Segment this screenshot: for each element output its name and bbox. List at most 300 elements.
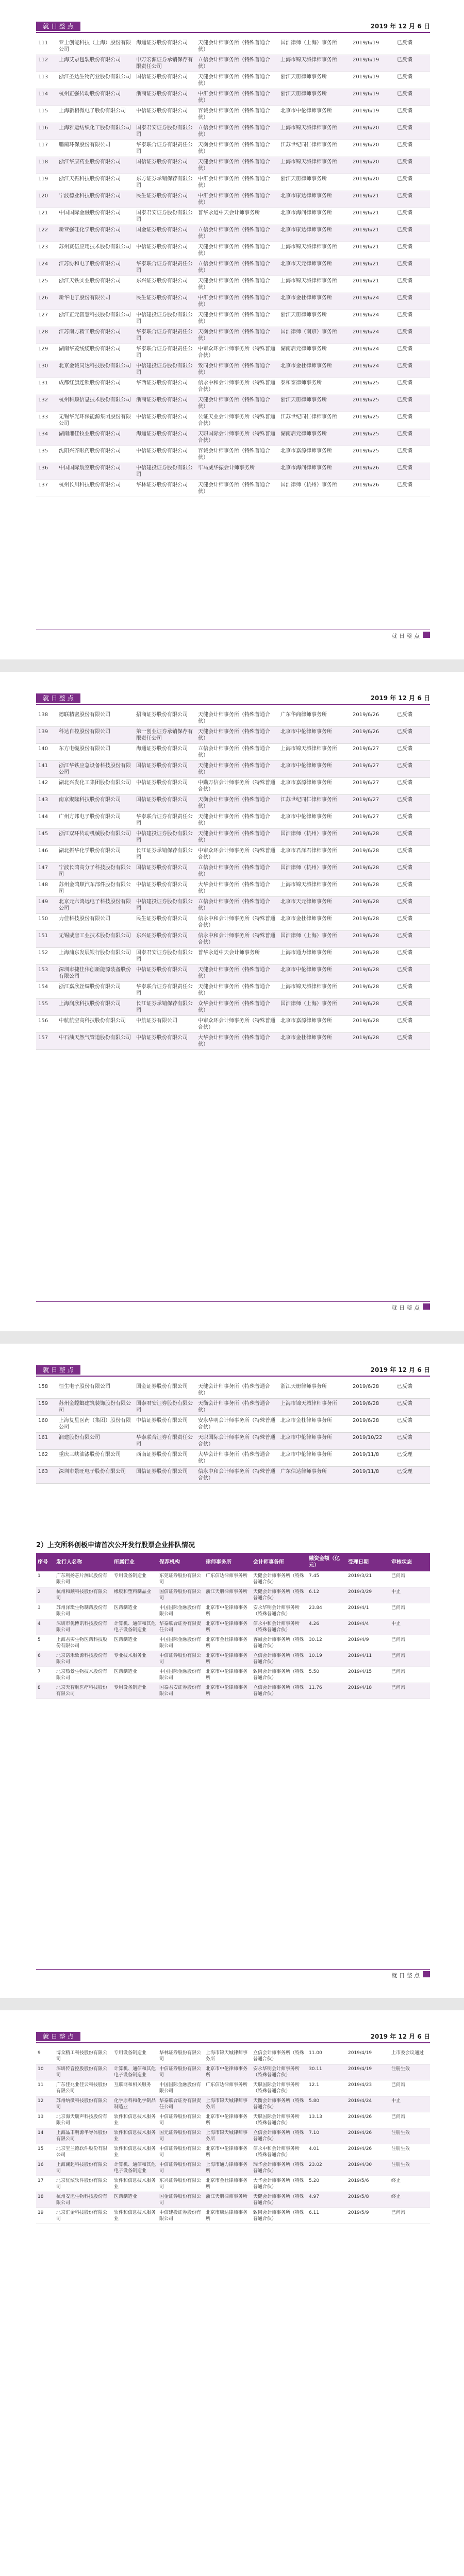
cell-financing-amount: 4.26 xyxy=(307,1619,346,1635)
cell-sponsor: 国泰君安证券股份有限公司 xyxy=(134,208,196,225)
cell-issuer-name: 北京元六鸿远电子科技股份有限公司 xyxy=(57,897,134,914)
cell-row-number: 157 xyxy=(36,1033,57,1050)
table-row xyxy=(36,191,430,208)
cell-row-number: 151 xyxy=(36,931,57,948)
cell-sponsor: 华泰联合证券有限责任公司 xyxy=(134,982,196,999)
cell-issuer-name: 恒生电子股份有限公司 xyxy=(57,1382,134,1399)
cell-law-firm: 北京市天元律师事务所 xyxy=(278,897,351,914)
cell-review-status: 已反馈 xyxy=(395,795,430,812)
table-row xyxy=(36,965,430,982)
cell-accounting-firm: 天健会计师事务所（特殊普通合伙） xyxy=(196,761,278,778)
cell-issuer-name: 北京天智航医疗科技股份有限公司 xyxy=(55,1683,112,1699)
cell-accounting-firm: 天健会计师事务所（特殊普通合伙） xyxy=(196,727,278,744)
cell-accounting-firm: 天衡会计师事务所（特殊普通合伙） xyxy=(196,1399,278,1416)
cell-sponsor: 西南证券股份有限公司 xyxy=(134,1450,196,1467)
cell-accounting-firm: 立信会计师事务所（特殊普通合伙） xyxy=(196,225,278,242)
header-rule xyxy=(36,32,430,33)
cell-issuer-name: 无锡威唐工业技术股份有限公司 xyxy=(57,931,134,948)
cell-accounting-firm: 致同会计师事务所（特殊普通合伙） xyxy=(252,1667,307,1683)
cell-accept-date: 2019/6/27 xyxy=(351,744,395,761)
cell-law-firm: 江苏世纪同仁律师事务所 xyxy=(278,412,351,429)
cell-row-number: 4 xyxy=(36,1619,55,1635)
header-review-status: 审核状态 xyxy=(390,1553,430,1571)
cell-sponsor: 华泰联合证券有限责任公司 xyxy=(134,259,196,276)
table-row xyxy=(36,106,430,123)
cell-accept-date: 2019/6/20 xyxy=(351,123,395,140)
table-row xyxy=(36,429,430,446)
cell-accept-date: 2019/6/28 xyxy=(351,999,395,1016)
cell-issuer-name: 上海君实生物医药科技股份有限公司 xyxy=(55,1635,112,1651)
cell-row-number: 146 xyxy=(36,846,57,863)
cell-row-number: 142 xyxy=(36,778,57,795)
cell-sponsor: 国信证券股份有限公司 xyxy=(134,72,196,89)
cell-law-firm: 北京市金杜律师事务所 xyxy=(204,2176,252,2192)
cell-industry: 医药制造业 xyxy=(112,1603,158,1619)
table-row xyxy=(36,157,430,174)
cell-issuer-name: 浙江正元智慧科技股份有限公司 xyxy=(57,310,134,327)
cell-sponsor: 东方证券承销保荐有限公司 xyxy=(134,174,196,191)
cell-review-status: 已问询 xyxy=(390,2112,430,2128)
cell-industry: 软件和信息技术服务业 xyxy=(112,2208,158,2224)
cell-accept-date: 2019/6/28 xyxy=(351,1033,395,1050)
cell-accept-date: 2019/4/30 xyxy=(346,2160,390,2176)
cell-review-status: 已反馈 xyxy=(395,293,430,310)
cell-law-firm: 北京市海问律师事务所 xyxy=(278,463,351,480)
cell-financing-amount: 12.1 xyxy=(307,2080,346,2096)
cell-review-status: 已反馈 xyxy=(395,140,430,157)
cell-sponsor: 中信建投证券股份有限公司 xyxy=(158,2208,204,2224)
header-row-number: 序号 xyxy=(36,1553,55,1571)
cell-financing-amount: 23.02 xyxy=(307,2160,346,2176)
cell-row-number: 155 xyxy=(36,999,57,1016)
cell-issuer-name: 宁波长鸿高分子科技股份有限公司 xyxy=(57,863,134,880)
cell-row-number: 128 xyxy=(36,327,57,344)
cell-industry: 专业技术服务业 xyxy=(112,1651,158,1667)
table-row xyxy=(36,2064,430,2080)
cell-sponsor: 中国国际金融股份有限公司 xyxy=(158,2080,204,2096)
page-header xyxy=(36,693,430,704)
cell-accept-date: 2019/4/11 xyxy=(346,1651,390,1667)
table-row xyxy=(36,2176,430,2192)
cell-review-status: 已反馈 xyxy=(395,89,430,106)
cell-review-status: 已受理 xyxy=(395,1467,430,1484)
cell-accounting-firm: 天健会计师事务所（特殊普通合伙） xyxy=(252,1587,307,1603)
cell-accept-date: 2019/4/4 xyxy=(346,1619,390,1635)
cell-accounting-firm: 中汇会计师事务所（特殊普通合伙） xyxy=(196,191,278,208)
cell-row-number: 147 xyxy=(36,863,57,880)
cell-sponsor: 民生证券股份有限公司 xyxy=(134,191,196,208)
cell-row-number: 11 xyxy=(36,2080,55,2096)
cell-review-status: 已反馈 xyxy=(395,72,430,89)
cell-review-status: 已反馈 xyxy=(395,761,430,778)
cell-issuer-name: 润建股份有限公司 xyxy=(57,1433,134,1450)
cell-issuer-name: 浙江华康药业股份有限公司 xyxy=(57,157,134,174)
cell-row-number: 131 xyxy=(36,378,57,395)
cell-law-firm: 上海市锦天城律师事务所 xyxy=(278,1399,351,1416)
cell-review-status: 已反馈 xyxy=(395,225,430,242)
cell-sponsor: 国泰君安证券股份有限公司 xyxy=(134,1399,196,1416)
cell-law-firm: 北京市中伦律师事务所 xyxy=(204,1651,252,1667)
cell-row-number: 116 xyxy=(36,123,57,140)
cell-issuer-name: 杭州安旭生物科技股份有限公司 xyxy=(55,2192,112,2208)
cell-review-status: 已受理 xyxy=(395,1450,430,1467)
header-date: 2019 年 12 月 6 日 xyxy=(370,23,430,30)
cell-accept-date: 2019/6/24 xyxy=(351,310,395,327)
table-row xyxy=(36,778,430,795)
cell-row-number: 14 xyxy=(36,2128,55,2144)
table-row xyxy=(36,395,430,412)
cell-sponsor: 中信建投证券股份有限公司 xyxy=(134,897,196,914)
cell-issuer-name: 中国国际金融股份有限公司 xyxy=(57,208,134,225)
cell-accept-date: 2019/6/28 xyxy=(351,931,395,948)
header-accept-date: 受理日期 xyxy=(346,1553,390,1571)
cell-sponsor: 中信证券股份有限公司 xyxy=(134,965,196,982)
cell-law-firm: 国浩律师（杭州）事务所 xyxy=(278,829,351,846)
cell-sponsor: 国金证券股份有限公司 xyxy=(134,225,196,242)
cell-law-firm: 北京市海问律师事务所 xyxy=(278,208,351,225)
cell-law-firm: 国浩律师（上海）事务所 xyxy=(278,999,351,1016)
cell-law-firm: 广东信达律师事务所 xyxy=(278,1467,351,1484)
cell-financing-amount: 7.10 xyxy=(307,2128,346,2144)
cell-financing-amount: 30.12 xyxy=(307,1635,346,1651)
cell-row-number: 140 xyxy=(36,744,57,761)
cell-law-firm: 浙江天册律师事务所 xyxy=(278,89,351,106)
cell-financing-amount: 23.84 xyxy=(307,1603,346,1619)
page-1 xyxy=(0,0,464,659)
header-law-firm: 律师事务所 xyxy=(204,1553,252,1571)
cell-law-firm: 泰和泰律师事务所 xyxy=(278,378,351,395)
cell-sponsor: 中信证券股份有限公司 xyxy=(134,242,196,259)
cell-review-status: 已反馈 xyxy=(395,965,430,982)
cell-row-number: 162 xyxy=(36,1450,57,1467)
cell-sponsor: 中信证券股份有限公司 xyxy=(158,2160,204,2176)
cell-accounting-firm: 立信会计师事务所（特殊普通合伙） xyxy=(196,259,278,276)
cell-industry: 专用设备制造业 xyxy=(112,1571,158,1587)
header-rule xyxy=(36,704,430,705)
cell-law-firm: 国浩律师（上海）事务所 xyxy=(278,38,351,55)
cell-review-status: 已反馈 xyxy=(395,446,430,463)
cell-accounting-firm: 立信会计师事务所（特殊普通合伙） xyxy=(252,1651,307,1667)
cell-accounting-firm: 信永中和会计师事务所（特殊普通合伙） xyxy=(252,2144,307,2160)
cell-sponsor: 国信证券股份有限公司 xyxy=(134,863,196,880)
cell-accept-date: 2019/6/24 xyxy=(351,361,395,378)
cell-accounting-firm: 天健会计师事务所（特殊普通合伙） xyxy=(196,276,278,293)
table-row xyxy=(36,242,430,259)
cell-review-status: 已反馈 xyxy=(395,361,430,378)
page-3 xyxy=(0,1344,464,1998)
cell-sponsor: 中信证券股份有限公司 xyxy=(134,1416,196,1433)
cell-accounting-firm: 天健会计师事务所（特殊普通合伙） xyxy=(196,1382,278,1399)
cell-accept-date: 2019/4/18 xyxy=(346,1683,390,1699)
table-row xyxy=(36,2096,430,2112)
cell-sponsor: 华林证券股份有限公司 xyxy=(134,480,196,497)
cell-accounting-firm: 大华会计师事务所（特殊普通合伙） xyxy=(196,1033,278,1050)
cell-issuer-name: 中航航空高科技股份有限公司 xyxy=(57,1016,134,1033)
table-row xyxy=(36,2160,430,2176)
cell-review-status: 已反馈 xyxy=(395,429,430,446)
cell-row-number: 122 xyxy=(36,225,57,242)
cell-row-number: 133 xyxy=(36,412,57,429)
page-footer xyxy=(36,630,430,640)
cell-law-firm: 北京市中伦律师事务所 xyxy=(278,727,351,744)
cell-issuer-name: 无锡华光环保能源集团股份有限公司 xyxy=(57,412,134,429)
cell-sponsor: 浙商证券股份有限公司 xyxy=(134,89,196,106)
cell-row-number: 139 xyxy=(36,727,57,744)
cell-review-status: 已反馈 xyxy=(395,378,430,395)
table-row xyxy=(36,72,430,89)
cell-row-number: 6 xyxy=(36,1651,55,1667)
cell-review-status: 已反馈 xyxy=(395,880,430,897)
cell-review-status: 已反馈 xyxy=(395,242,430,259)
cell-financing-amount: 6.11 xyxy=(307,2208,346,2224)
header-date: 2019 年 12 月 6 日 xyxy=(370,694,430,702)
cell-issuer-name: 苏州纳微科技股份有限公司 xyxy=(55,2096,112,2112)
table-row xyxy=(36,1587,430,1603)
cell-row-number: 152 xyxy=(36,948,57,965)
cell-accounting-firm: 天健会计师事务所（特殊普通合伙） xyxy=(196,38,278,55)
header-rule xyxy=(36,2042,430,2043)
cell-issuer-name: 重庆三峡油漆股份有限公司 xyxy=(57,1450,134,1467)
cell-row-number: 124 xyxy=(36,259,57,276)
cell-sponsor: 华泰联合证券有限责任公司 xyxy=(134,344,196,361)
cell-law-firm: 北京市金杜律师事务所 xyxy=(278,1033,351,1050)
cell-row-number: 154 xyxy=(36,982,57,999)
cell-review-status: 上市委会议通过 xyxy=(390,2048,430,2064)
cell-accounting-firm: 安永华明会计师事务所（特殊普通合伙） xyxy=(252,2064,307,2080)
cell-accounting-firm: 信永中和会计师事务所（特殊普通合伙） xyxy=(196,931,278,948)
cell-row-number: 123 xyxy=(36,242,57,259)
cell-law-firm: 北京市嘉源律师事务所 xyxy=(278,1016,351,1033)
cell-accept-date: 2019/4/9 xyxy=(346,1635,390,1651)
cell-accounting-firm: 安永华明会计师事务所（特殊普通合伙） xyxy=(252,1603,307,1619)
cell-accounting-firm: 天健会计师事务所（特殊普通合伙） xyxy=(196,310,278,327)
table-row xyxy=(36,2208,430,2224)
cell-issuer-name: 上海晶丰明源半导体股份有限公司 xyxy=(55,2128,112,2144)
header-industry: 所属行业 xyxy=(112,1553,158,1571)
table-row xyxy=(36,1651,430,1667)
cell-accept-date: 2019/5/8 xyxy=(346,2192,390,2208)
cell-issuer-name: 上海复星医药（集团）股份有限公司 xyxy=(57,1416,134,1433)
header-date: 2019 年 12 月 6 日 xyxy=(370,1366,430,1374)
cell-issuer-name: 新亚强硅化学股份有限公司 xyxy=(57,225,134,242)
table-row xyxy=(36,1635,430,1651)
cell-accept-date: 2019/6/25 xyxy=(351,378,395,395)
table-row xyxy=(36,55,430,72)
cell-review-status: 已反馈 xyxy=(395,344,430,361)
cell-issuer-name: 广东佳兆业佳云科技股份有限公司 xyxy=(55,2080,112,2096)
cell-accounting-firm: 天健会计师事务所（特殊普通合伙） xyxy=(196,710,278,727)
cell-sponsor: 申万宏源证券承销保荐有限责任公司 xyxy=(134,55,196,72)
header-rule xyxy=(36,1376,430,1377)
cell-accounting-firm: 天职国际会计师事务所（特殊普通合伙） xyxy=(196,1433,278,1450)
cell-review-status: 已反馈 xyxy=(395,38,430,55)
cell-review-status: 已反馈 xyxy=(395,1399,430,1416)
cell-accounting-firm: 立信会计师事务所（特殊普通合伙） xyxy=(196,744,278,761)
table-row xyxy=(36,480,430,497)
cell-law-firm: 北京市中伦律师事务所 xyxy=(204,1667,252,1683)
cell-issuer-name: 上海艾录包装股份有限公司 xyxy=(57,55,134,72)
cell-accounting-firm: 信永中和会计师事务所（特殊普通合伙） xyxy=(196,914,278,931)
cell-accept-date: 2019/6/20 xyxy=(351,157,395,174)
footer-page-marker xyxy=(423,1971,430,1977)
cell-accept-date: 2019/6/28 xyxy=(351,1416,395,1433)
cell-accept-date: 2019/6/27 xyxy=(351,812,395,829)
header-sponsor: 保荐机构 xyxy=(158,1553,204,1571)
cell-review-status: 已问询 xyxy=(390,2208,430,2224)
cell-accounting-firm: 立信会计师事务所（特殊普通合伙） xyxy=(252,1683,307,1699)
cell-accept-date: 2019/4/24 xyxy=(346,2096,390,2112)
cell-law-firm: 北京市中伦律师事务所 xyxy=(204,2064,252,2080)
cell-review-status: 已反馈 xyxy=(395,744,430,761)
cell-accept-date: 2019/11/8 xyxy=(351,1450,395,1467)
cell-accept-date: 2019/6/19 xyxy=(351,106,395,123)
cell-review-status: 已反馈 xyxy=(395,1016,430,1033)
star-market-queue-table xyxy=(36,1553,430,1699)
table-row xyxy=(36,982,430,999)
cell-accept-date: 2019/6/28 xyxy=(351,846,395,863)
table-row xyxy=(36,2192,430,2208)
cell-accounting-firm: 立信会计师事务所（特殊普通合伙） xyxy=(196,897,278,914)
table-row xyxy=(36,361,430,378)
cell-law-firm: 北京市君泽君律师事务所 xyxy=(278,846,351,863)
section-title: 2）上交所科创板申请首次公开发行股票企业排队情况 xyxy=(36,1541,195,1549)
cell-issuer-name: 北京优炫软件股份有限公司 xyxy=(55,2176,112,2192)
cell-law-firm: 广东信达律师事务所 xyxy=(204,2080,252,2096)
cell-financing-amount: 11.76 xyxy=(307,1683,346,1699)
cell-accept-date: 2019/6/27 xyxy=(351,778,395,795)
cell-review-status: 已反馈 xyxy=(395,191,430,208)
cell-review-status: 注册生效 xyxy=(390,2064,430,2080)
header-accounting-firm: 会计师事务所 xyxy=(252,1553,307,1571)
ipo-queue-table xyxy=(36,710,430,1050)
cell-accounting-firm: 中审众环会计师事务所（特殊普通合伙） xyxy=(196,344,278,361)
cell-accounting-firm: 信永中和会计师事务所（特殊普通合伙） xyxy=(252,1619,307,1635)
cell-review-status: 已反馈 xyxy=(395,123,430,140)
cell-row-number: 121 xyxy=(36,208,57,225)
cell-row-number: 144 xyxy=(36,812,57,829)
cell-accounting-firm: 大华会计师事务所（特殊普通合伙） xyxy=(252,2176,307,2192)
cell-accounting-firm: 天衡会计师事务所（特殊普通合伙） xyxy=(196,795,278,812)
cell-accounting-firm: 大华会计师事务所（特殊普通合伙） xyxy=(196,880,278,897)
table-row xyxy=(36,948,430,965)
cell-issuer-name: 湖南华菱线缆股份有限公司 xyxy=(57,344,134,361)
cell-accept-date: 2019/4/26 xyxy=(346,2144,390,2160)
cell-financing-amount: 10.19 xyxy=(307,1651,346,1667)
cell-review-status: 已反馈 xyxy=(395,829,430,846)
cell-issuer-name: 新华电子股份有限公司 xyxy=(57,293,134,310)
cell-accept-date: 2019/6/26 xyxy=(351,463,395,480)
cell-issuer-name: 深圳传音控股股份有限公司 xyxy=(55,2064,112,2080)
cell-review-status: 已反馈 xyxy=(395,778,430,795)
cell-industry: 专用设备制造业 xyxy=(112,2048,158,2064)
cell-row-number: 141 xyxy=(36,761,57,778)
table-row xyxy=(36,795,430,812)
cell-accounting-firm: 天衡会计师事务所（特殊普通合伙） xyxy=(252,2096,307,2112)
cell-review-status: 已反馈 xyxy=(395,412,430,429)
cell-issuer-name: 杭州科顺信息技术股份有限公司 xyxy=(57,395,134,412)
cell-law-firm: 上海市通力律师事务所 xyxy=(204,2160,252,2176)
cell-accounting-firm: 天健会计师事务所（特殊普通合伙） xyxy=(196,982,278,999)
cell-sponsor: 中信证券股份有限公司 xyxy=(134,446,196,463)
cell-law-firm: 湖南启元律师事务所 xyxy=(278,429,351,446)
cell-law-firm: 浙江天册律师事务所 xyxy=(278,395,351,412)
cell-accounting-firm: 天职国际会计师事务所（特殊普通合伙） xyxy=(252,2080,307,2096)
cell-financing-amount: 5.20 xyxy=(307,2176,346,2192)
cell-accept-date: 2019/6/21 xyxy=(351,225,395,242)
cell-accept-date: 2019/6/25 xyxy=(351,429,395,446)
cell-law-firm: 浙江天册律师事务所 xyxy=(204,2192,252,2208)
cell-accounting-firm: 天衡会计师事务所（特殊普通合伙） xyxy=(196,327,278,344)
cell-law-firm: 北京市中伦律师事务所 xyxy=(278,106,351,123)
cell-industry: 软件和信息技术服务业 xyxy=(112,2144,158,2160)
cell-issuer-name: 杭州正强传动股份有限公司 xyxy=(57,89,134,106)
cell-accounting-firm: 立信会计师事务所（特殊普通合伙） xyxy=(196,863,278,880)
header-date: 2019 年 12 月 6 日 xyxy=(370,2033,430,2040)
page-footer xyxy=(36,1301,430,1312)
cell-accounting-firm: 天健会计师事务所（特殊普通合伙） xyxy=(252,2192,307,2208)
cell-sponsor: 民生证券股份有限公司 xyxy=(134,293,196,310)
cell-law-firm: 北京市康达律师事务所 xyxy=(278,191,351,208)
cell-issuer-name: 成都红旗连锁股份有限公司 xyxy=(57,378,134,395)
cell-issuer-name: 力佳科技股份有限公司 xyxy=(57,914,134,931)
cell-sponsor: 中信证券股份有限公司 xyxy=(134,778,196,795)
cell-sponsor: 东兴证券股份有限公司 xyxy=(134,931,196,948)
cell-row-number: 119 xyxy=(36,174,57,191)
table-row xyxy=(36,999,430,1016)
cell-review-status: 已反馈 xyxy=(395,727,430,744)
cell-accept-date: 2019/3/29 xyxy=(346,1587,390,1603)
cell-sponsor: 中国国际金融股份有限公司 xyxy=(158,1635,204,1651)
cell-row-number: 160 xyxy=(36,1416,57,1433)
cell-law-firm: 北京市中伦律师事务所 xyxy=(278,761,351,778)
cell-issuer-name: 广州方邦电子股份有限公司 xyxy=(57,812,134,829)
cell-accept-date: 2019/6/27 xyxy=(351,761,395,778)
table-row xyxy=(36,931,430,948)
footer-page-marker xyxy=(423,632,430,638)
cell-law-firm: 上海市锦天城律师事务所 xyxy=(204,2096,252,2112)
cell-sponsor: 国信证券股份有限公司 xyxy=(134,1467,196,1484)
cell-row-number: 3 xyxy=(36,1603,55,1619)
cell-accounting-firm: 立信会计师事务所（特殊普通合伙） xyxy=(196,123,278,140)
table-row xyxy=(36,897,430,914)
cell-row-number: 145 xyxy=(36,829,57,846)
cell-issuer-name: 湖北兴发化工集团股份有限公司 xyxy=(57,778,134,795)
cell-law-firm: 国浩律师（南京）事务所 xyxy=(278,327,351,344)
page-header xyxy=(36,22,430,32)
cell-accept-date: 2019/6/27 xyxy=(351,795,395,812)
cell-sponsor: 东兴证券股份有限公司 xyxy=(158,2176,204,2192)
table-row xyxy=(36,2144,430,2160)
cell-financing-amount: 4.97 xyxy=(307,2192,346,2208)
cell-accept-date: 2019/6/21 xyxy=(351,276,395,293)
cell-accept-date: 2019/4/19 xyxy=(346,2048,390,2064)
cell-review-status: 已反馈 xyxy=(395,1433,430,1450)
cell-law-firm: 上海市锦天城律师事务所 xyxy=(278,982,351,999)
cell-accounting-firm: 立信会计师事务所（特殊普通合伙） xyxy=(252,2048,307,2064)
cell-law-firm: 浙江天册律师事务所 xyxy=(278,1382,351,1399)
cell-accept-date: 2019/4/26 xyxy=(346,2112,390,2128)
cell-accept-date: 2019/6/28 xyxy=(351,897,395,914)
cell-financing-amount: 4.01 xyxy=(307,2144,346,2160)
table-row xyxy=(36,914,430,931)
cell-accept-date: 2019/6/21 xyxy=(351,259,395,276)
table-row xyxy=(36,2080,430,2096)
table-row xyxy=(36,2128,430,2144)
cell-law-firm: 北京市金杜律师事务所 xyxy=(278,914,351,931)
cell-row-number: 117 xyxy=(36,140,57,157)
cell-industry: 计算机、通信和其他电子设备制造业 xyxy=(112,2160,158,2176)
cell-issuer-name: 北京汇金科技股份有限公司 xyxy=(55,2208,112,2224)
